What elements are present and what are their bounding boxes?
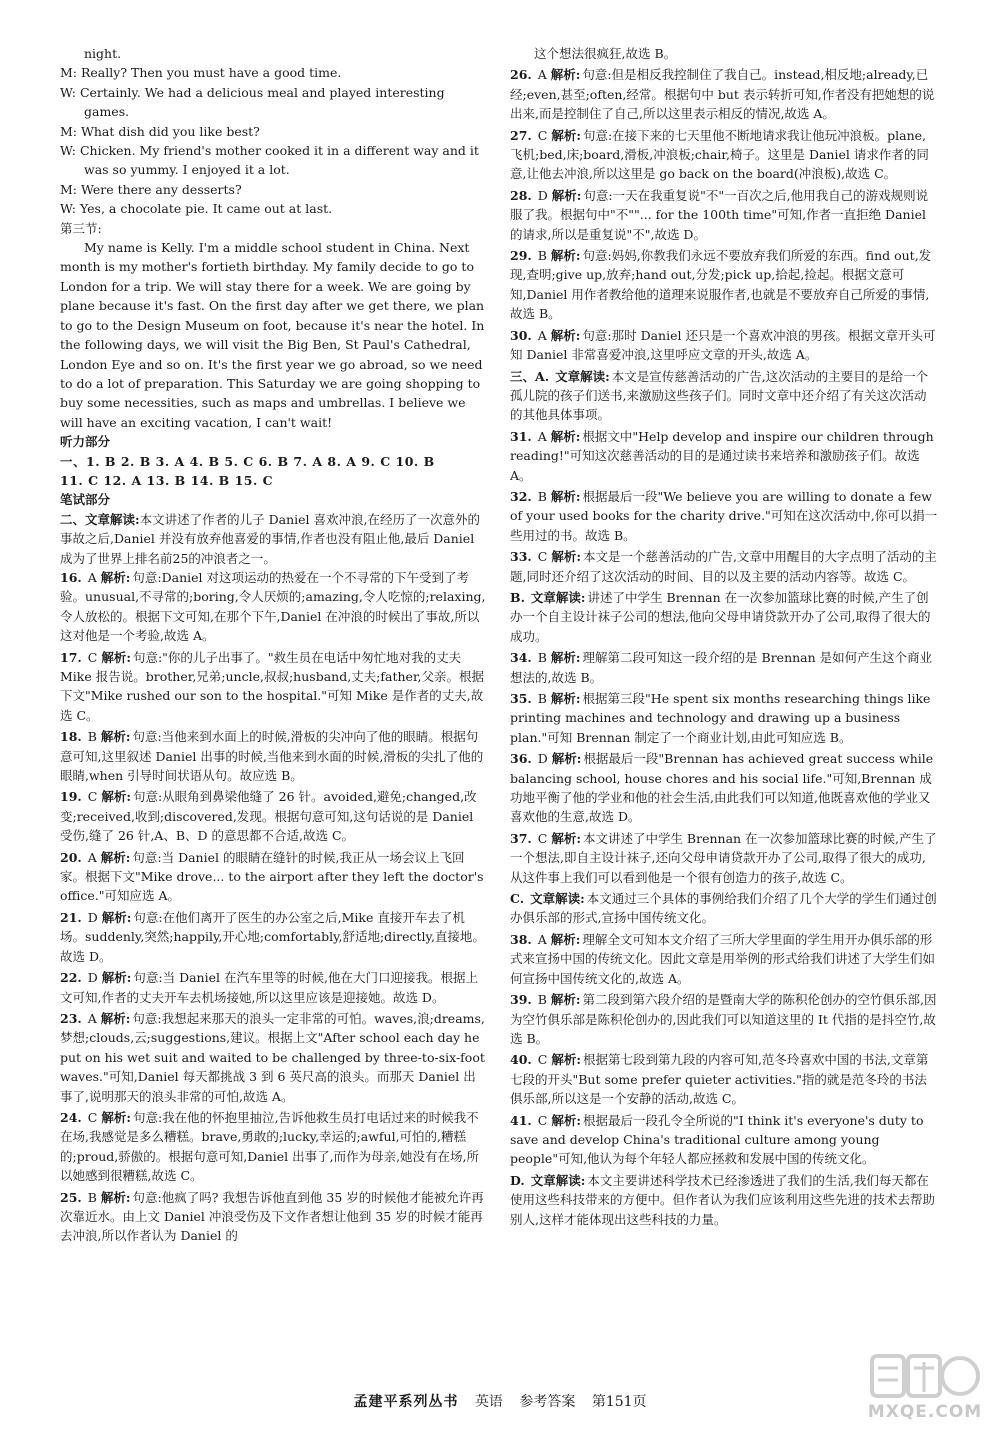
answer-item: 34. B 解析: 理解第二段可知这一段介绍的是 Brennan 是如何产生这个商业想法的,故选 B。 — [510, 650, 933, 685]
answer-item: 18. B 解析: 句意:当他来到水面上的时候,滑板的尖冲向了他的眼睛。根据句意可知,这里叙述 Daniel 出事的时候,当他来到水面的时候,滑板的尖扎了他的眼睛,when 引导时间状语从句。故应选 B。 — [60, 729, 484, 784]
answer-item: 21. D 解析: 句意:在他们离开了医生的办公室之后,Mike 直接开车去了机场。suddenly,突然;happily,开心地;comfortably,舒适地;directly,直接地。故选 D。 — [60, 909, 485, 964]
answer-item: 37. C 解析: 本文讲述了中学生 Brennan 在一次参加篮球比赛的时候,产生了一个想法,即自主设计袜子,还向父母申请贷款开办了公司,取得了很大的成功,从这件事上我们可以看到他是一个很有创造力的孩子,故选 C。 — [510, 830, 937, 885]
series-title: 孟建平系列丛书 — [353, 1394, 459, 1410]
answer-item: 17. C 解析: 句意:"你的儿子出事了。"救生员在电话中匆忙地对我的丈夫 Mike 报告说。brother,兄弟;uncle,叔叔;husband,丈夫;father,父亲。根据下文"Mike rushed our son to the hospital."可知 Mike 是作者的丈夫,故选 C。 — [60, 649, 485, 723]
dialogue-line: M: Really? Then you must have a good time. — [60, 65, 342, 81]
dialogue-line: night. — [84, 46, 122, 61]
dialogue-block — [60, 44, 488, 219]
written-title: 笔试部分 — [60, 492, 111, 508]
dialogue-line: W: Certainly. We had a delicious meal and played interesting games. — [60, 84, 445, 120]
answer-item: 29. B 解析: 句意:妈妈,你教我们永远不要放弃我们所爱的东西。find out,发现,查明;give up,放弃;hand out,分发;pick up,拾起,捡起。根据文意可知,Daniel 用作者教给他的道理来说服作者,也就是不要放弃自己所爱的事情,故选 B。 — [510, 248, 932, 322]
watermark-logo — [860, 1352, 990, 1428]
listening-answers-row1: 一、1. B 2. B 3. A 4. B 5. C 6. B 7. A 8. A 9. C 10. B — [60, 453, 435, 469]
page-footer — [0, 1391, 1000, 1411]
answer-item: 28. D 解析: 句意:一天在我重复说"不"一百次之后,他用我自己的游戏规则说服了我。根据句中"不""... for the 100th time"可知,作者一直拒绝 Daniel 的请求,所以是重复说"不",故选 D。 — [510, 187, 929, 242]
answer-item: 22. D 解析: 句意:当 Daniel 在汽车里等的时候,他在大门口迎接我。根据上文可知,作者的丈夫开车去机场接她,所以这里应该是迎接她。故选 D。 — [60, 970, 478, 1005]
answer-item: 32. B 解析: 根据最后一段"We believe you are willing to donate a few of your used books for the charity drive."可知在这次活动中,你可以捐一些用过的书。故选 B。 — [510, 488, 938, 543]
answer-item: 33. C 解析: 本文是一个慈善活动的广告,文章中用醒目的大字点明了活动的主题,同时还介绍了这次活动的时间、目的以及主要的活动内容等。故选 C。 — [510, 549, 937, 584]
answer-item: 27. C 解析: 句意:在接下来的七天里他不断地请求我让他玩冲浪板。plane,飞机;bed,床;board,滑板,冲浪板;chair,椅子。这里是 Daniel 请求作者的同意,让他去冲浪,所以这里是 go back on the board(冲浪板),故选 C。 — [510, 127, 929, 182]
dialogue-line: M: Were there any desserts? — [60, 181, 242, 197]
answer-item: 36. D 解析: 根据最后一段"Brennan has achieved great success while balancing school, house chores and his social life."可知,Brennan 成功地平衡了他的学业和他的社会生活,由此我们可以知道,他既喜欢他的学业又喜欢他的生意,故选 D。 — [510, 751, 934, 825]
dialogue-line: W: Yes, a chocolate pie. It came out at last. — [60, 201, 333, 217]
dialogue-line: M: What dish did you like best? — [60, 123, 260, 139]
left-column — [60, 44, 488, 1248]
answer-item: 38. A 解析: 理解全文可知本文介绍了三所大学里面的学生用开办俱乐部的形式来宣扬中国的传统文化。因此文章是用举例的形式给我们讲述了大学生们如何宣扬中国传统文化的,故选 A。 — [510, 931, 936, 986]
answer-item: 16. A 解析: 句意:Daniel 对这项运动的热爱在一个不寻常的下午受到了考验。unusual,不寻常的;boring,令人厌烦的;amazing,令人吃惊的;relaxing,令人放松的。根据下文可知,在那个下午,Daniel 在冲浪的时候出了事故,所以这对他是一个考验,故选 A。 — [60, 569, 486, 644]
answer-item: 31. A 解析: 根据文中"Help develop and inspire our children through reading!"可知这次慈善活动的目的是通过读书来培养和激励孩子们。故选 A。 — [510, 428, 934, 483]
listening-answers-row2: 11. C 12. A 13. B 14. B 15. C — [60, 472, 274, 488]
answer-item: 30. A 解析: 句意:那时 Daniel 还只是一个喜欢冲浪的男孩。根据文章开头可知 Daniel 非常喜爱冲浪,这里呼应文章的开头,故选 A。 — [510, 327, 936, 363]
answer-item: 39. B 解析: 第二段到第六段介绍的是暨南大学的陈积伦创办的空竹俱乐部,因为空竹俱乐部是陈积伦创办的,因此我们可以知道这里的 It 代指的是抖空竹,故选 B。 — [510, 992, 937, 1046]
dialogue-line: W: Chicken. My friend's mother cooked it in a different way and it was so yummy. I enjoyed it a lot. — [60, 143, 479, 178]
section2-summary: 二、文章解读:本文讲述了作者的儿子 Daniel 喜欢冲浪,在经历了一次意外的事故之后,Daniel 并没有放弃他喜爱的事情,作者也没有阻止他,最后 Daniel 成为了世界上排名前25的冲浪者之一。 — [60, 511, 480, 566]
answer-continuation: 这个想法很疯狂,故选 B。 — [534, 46, 677, 61]
answer-item: 26. A 解析: 句意:但是相反我控制住了我自己。instead,相反地;already,已经;even,甚至;often,经常。根据句中 but 表示转折可知,作者没有把她想的说出来,而是控制住了自己,所以这里表示相反的情况,故选 A。 — [510, 67, 935, 122]
answer-item: 20. A 解析: 句意:当 Daniel 的眼睛在缝针的时候,我正从一场会议上飞回家。根据下文"Mike drove... to the airport after they left the doctor's office."可知应选 A。 — [60, 849, 484, 904]
passage-summary: 三、A. 文章解读: 本文是宣传慈善活动的广告,这次活动的主要目的是给一个孤儿院的孩子们送书,来激励这些孩子们。同时文章中还介绍了有关这次活动的其他具体事项。 — [510, 368, 929, 423]
passage-summary: B. 文章解读: 讲述了中学生 Brennan 在一次参加篮球比赛的时候,产生了创办一个自主设计袜子公司的想法,他向父母申请贷款开办了公司,取得了很大的成功。 — [510, 589, 931, 644]
watermark-glyphs-icon — [870, 1352, 980, 1402]
answer-item: 40. C 解析: 根据第七段到第九段的内容可知,范冬玲喜欢中国的书法,文章第七段的开头"But some prefer quieter activities."指的就是范冬玲的书法俱乐部,所以这是一个安静的活动,故选 C。 — [510, 1052, 929, 1107]
subject-label: 英语 — [474, 1394, 503, 1410]
section3-title: 第三节: — [60, 220, 102, 236]
page-number: 第151页 — [591, 1394, 647, 1410]
answer-item: 23. A 解析: 句意:我想起来那天的浪头一定非常的可怕。waves,浪;dreams,梦想;clouds,云;suggestions,建议。根据上文"After school each day he put on his wet suit and waited to be challenged by three-to-six-foot waves."可知,Daniel 每天都挑战 3 到 6 英尺高的浪头。而那天 Daniel 出事了,说明那天的浪头非常的可怕,故选 A。 — [60, 1010, 485, 1104]
right-column — [510, 44, 938, 1231]
answer-item: 25. B 解析: 句意:他疯了吗? 我想告诉他直到他 35 岁的时候他才能被允许再次靠近水。由上文 Daniel 冲浪受伤及下文作者想让他到 35 岁的时候才能再去冲浪,所以作者认为 Daniel 的 — [60, 1189, 484, 1244]
listening-title: 听力部分 — [60, 434, 111, 450]
passage-summary: D. 文章解读: 本文主要讲述科学技术已经渗透进了我们的生活,我们每天都在使用这些科技带来的方便中。但作者认为我们应该利用这些先进的技术去帮助别人,这样才能体现出这些科技的力量。 — [510, 1172, 936, 1227]
section-label: 参考答案 — [519, 1394, 576, 1410]
answer-item: 41. C 解析: 根据最后一段孔令全所说的"I think it's everyone's duty to save and develop China's traditional culture among young people"可知,他认为每个年轻人都应拯救和发展中国的传统文化。 — [510, 1112, 924, 1167]
answer-item: 24. C 解析: 句意:我在他的怀抱里抽泣,告诉他救生员打电话过来的时候我不在场,我感觉是多么糟糕。brave,勇敢的;lucky,幸运的;awful,可怕的,糟糕的;proud,骄傲的。根据句意可知,Daniel 出事了,而作为母亲,她没有在场,所以她感到很糟糕,故选 C。 — [60, 1109, 480, 1184]
watermark-text: MXQE.COM — [867, 1402, 983, 1422]
answer-item: 19. C 解析: 句意:从眼角到鼻梁他缝了 26 针。avoided,避免;changed,改变;received,收到;discovered,发现。根据句意可知,这句话说的是 Daniel 受伤,缝了 26 针,A、B、D 的意思都不合适,故选 C。 — [60, 789, 477, 844]
passage-summary: C. 文章解读: 本文通过三个具体的事例给我们介绍了几个大学的学生们通过创办俱乐部的形式,宣扬中国传统文化。 — [510, 891, 937, 926]
answer-item: 35. B 解析: 根据第三段"He spent six months researching things like printing machines and technology and drawing up a business plan."可知 Brennan 制定了一个商业计划,由此可知应选 B。 — [510, 691, 931, 745]
section3-passage: My name is Kelly. I'm a middle school student in China. Next month is my mother's fortieth birthday. My family decide to go to London for a trip. We will stay there for a week. We are going by plane because it's fast. On the first day after we get there, we plan to go to the Design Museum on foot, because it's near the hotel. In the following days, we will visit the Big Ben, St Paul's Cathedral, London Eye and so on. It's the first year we go abroad, so we need to do a lot of preparation. This Saturday we are going shopping to buy some necessities, such as maps and umbrellas. I believe we will have an exciting vacation, I can't wait! — [60, 240, 485, 430]
